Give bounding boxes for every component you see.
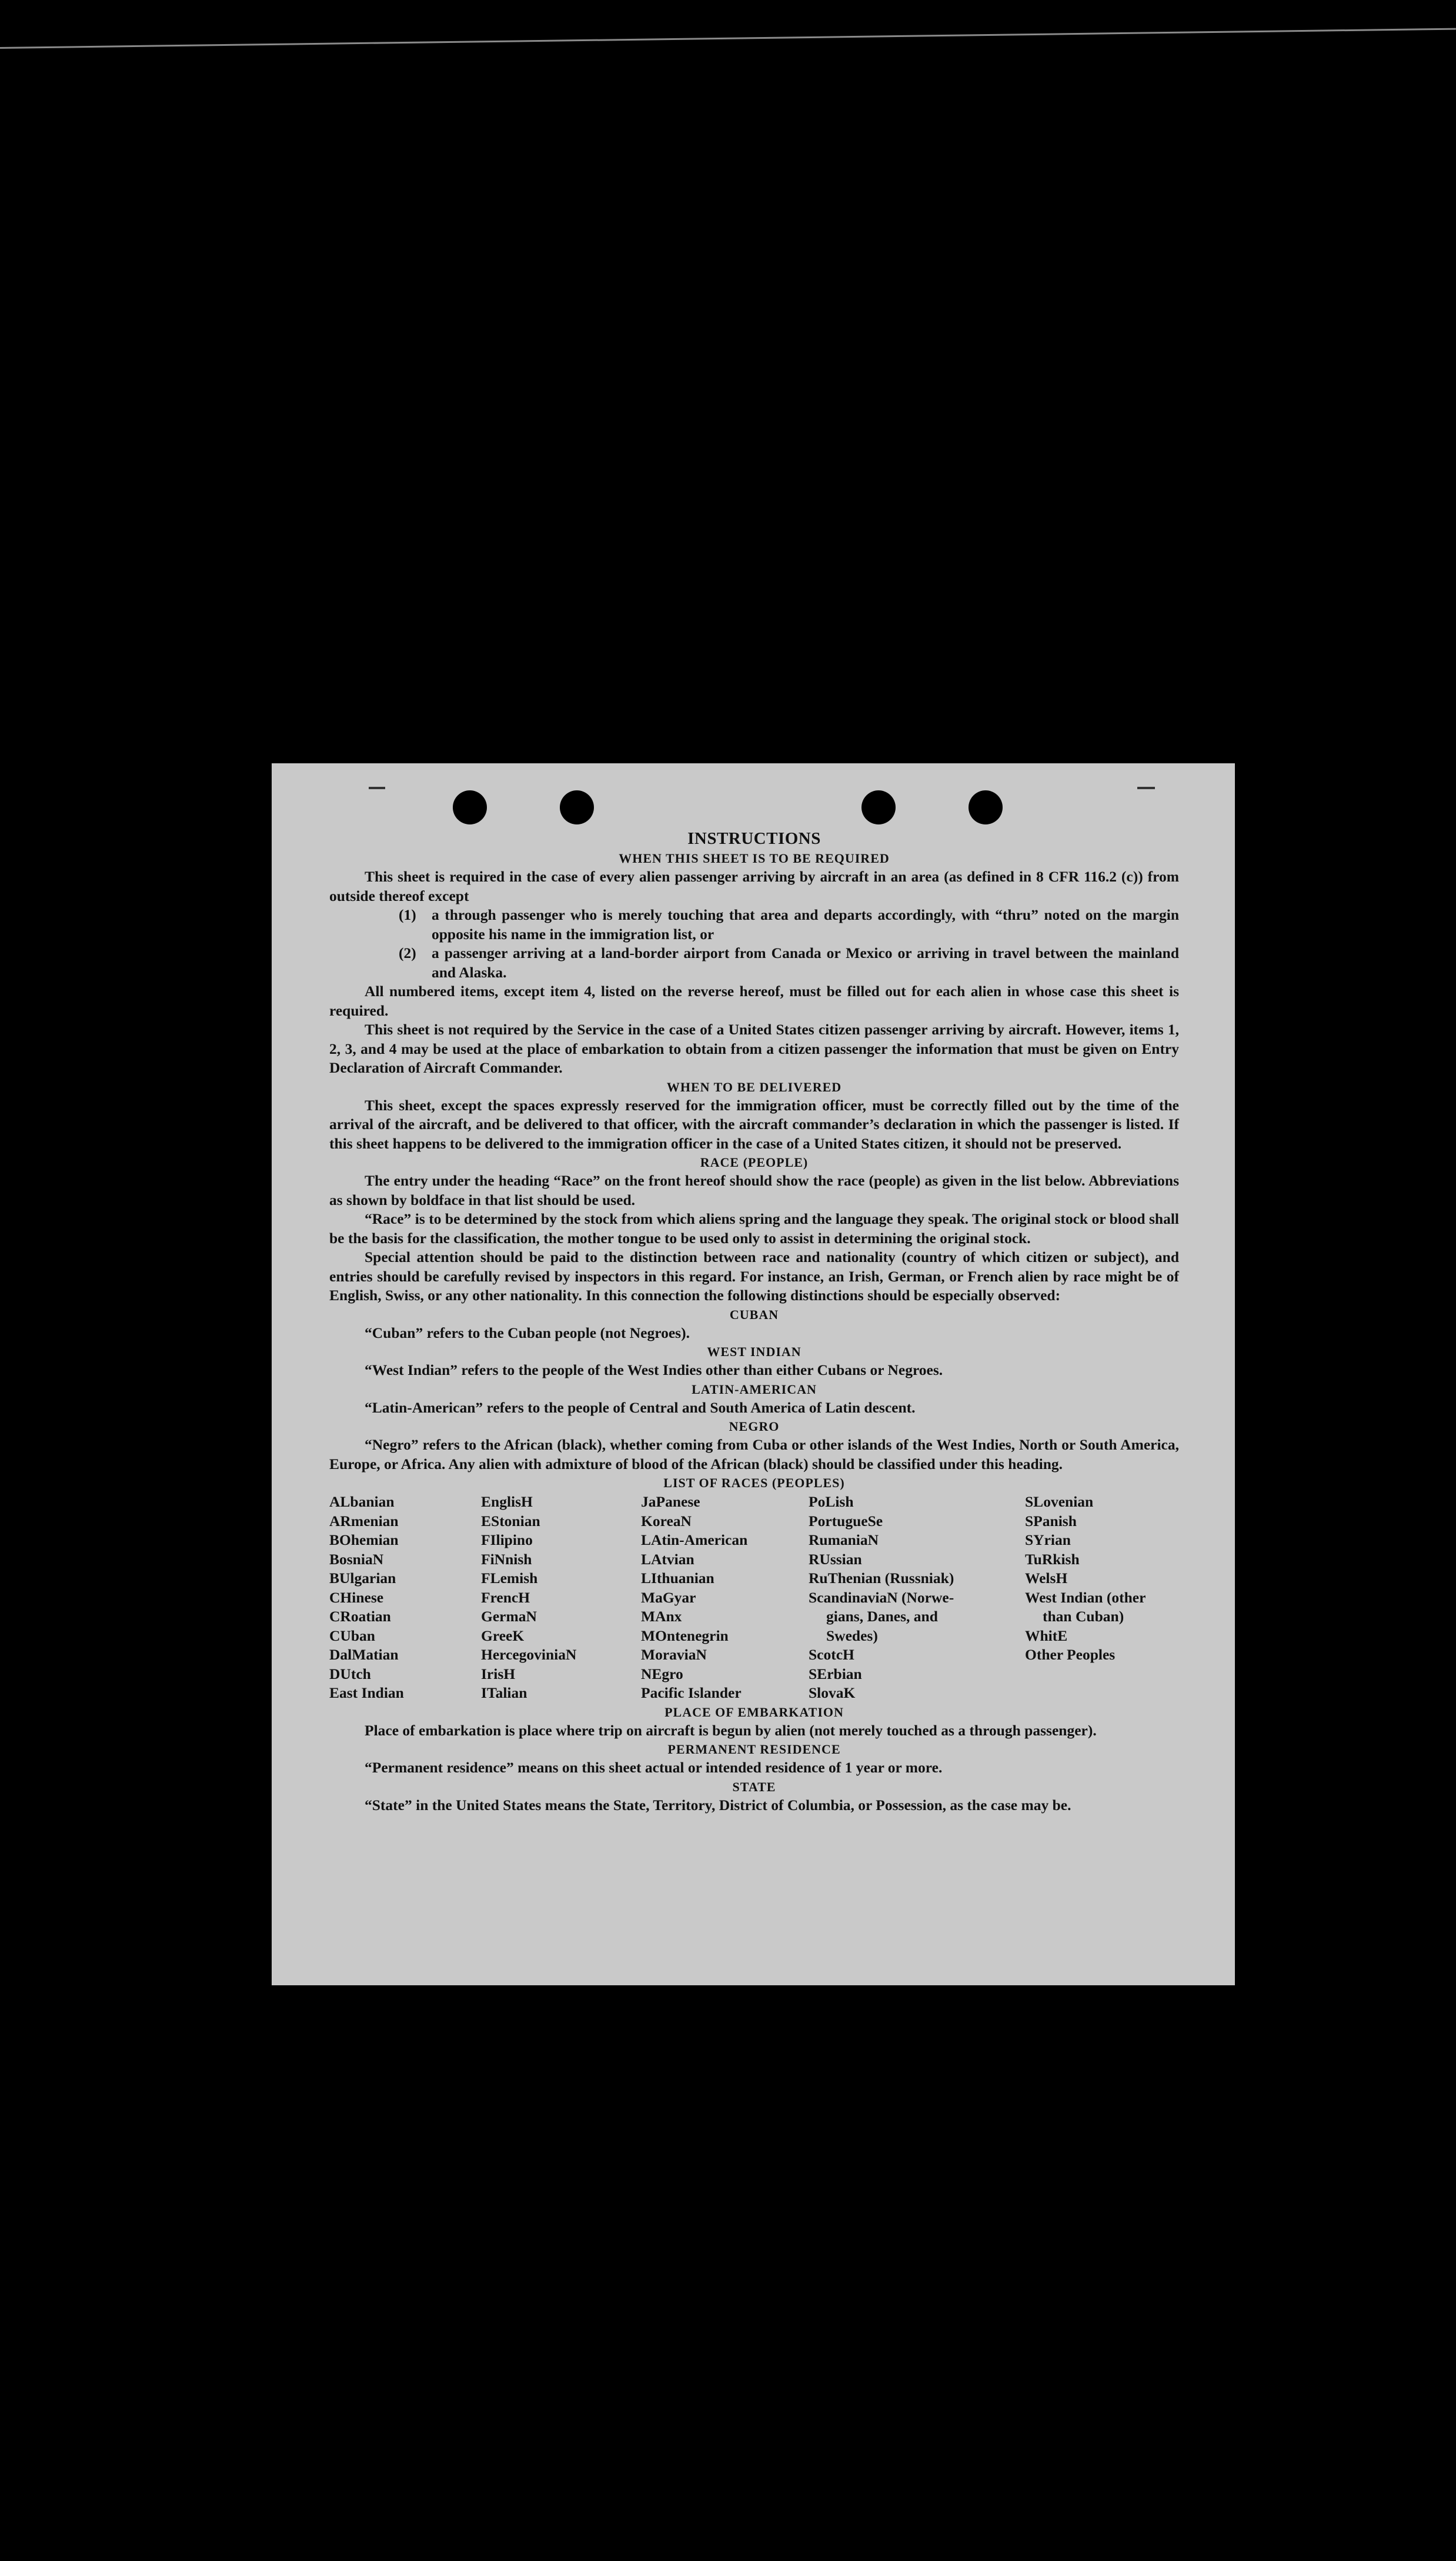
race-entry: TuRkish [1025, 1550, 1080, 1568]
race-entry: ARmenian [329, 1512, 399, 1530]
section-heading: WEST INDIAN [707, 1344, 802, 1359]
race-entry: FiNnish [481, 1550, 532, 1568]
race-entry: HercegoviniaN [481, 1646, 577, 1663]
race-entry: WelsH [1025, 1570, 1068, 1587]
race-entry: GreeK [481, 1627, 525, 1644]
paragraph: “State” in the United States means the State, Territory, District of Columbia, or Possession, as the case may be. [365, 1796, 1071, 1814]
punch-hole [453, 790, 487, 824]
race-entry: DUtch [329, 1665, 371, 1682]
race-entry: ITalian [481, 1684, 527, 1701]
section-heading: STATE [732, 1779, 776, 1794]
section-heading: WHEN THIS SHEET IS TO BE REQUIRED [619, 851, 890, 866]
race-entry-continued: gians, Danes, and [826, 1608, 938, 1625]
race-entry: RUssian [809, 1550, 862, 1568]
race-entry: PoLish [809, 1493, 854, 1510]
paragraph: Place of embarkation is place where trip on aircraft is begun by alien (not merely touched as a through passenger). [365, 1721, 1097, 1739]
race-entry: FIlipino [481, 1531, 533, 1548]
race-entry: MoraviaN [641, 1646, 707, 1663]
race-entry: SErbian [809, 1665, 862, 1682]
section-heading: PERMANENT RESIDENCE [667, 1742, 841, 1757]
paragraph: This sheet is required in the case of every alien passenger arriving by aircraft in an area (as defined in 8 CFR 116.2 (c)) from outside thereof except [329, 868, 1179, 904]
paragraph: “West Indian” refers to the people of the West Indies other than either Cubans or Negroes. [365, 1361, 943, 1378]
race-entry: GermaN [481, 1608, 537, 1625]
list-item: (2) a passenger arriving at a land-border airport from Canada or Mexico or arriving in travel between the mainland and Alaska. [399, 944, 1179, 981]
race-entry: JaPanese [641, 1493, 700, 1510]
race-entry: FrencH [481, 1588, 530, 1606]
paragraph: This sheet is not required by the Service in the case of a United States citizen passenger arriving by aircraft. However, items 1, 2, 3, and 4 may be used at the place of embarkation to obtain from a citizen passenger the information that must be given on Entry Declaration of Aircraft Commander. [329, 1021, 1179, 1076]
paragraph: The entry under the heading “Race” on the front hereof should show the race (people) as given in the list below. Abbreviations as shown by boldface in that list should be used. [329, 1172, 1179, 1208]
race-entry: ALbanian [329, 1493, 395, 1510]
race-entry: KoreaN [641, 1512, 692, 1530]
section-heading: PLACE OF EMBARKATION [664, 1704, 844, 1719]
race-entry: BosniaN [329, 1550, 384, 1568]
race-entry: WhitE [1025, 1627, 1068, 1644]
race-entry: RuThenian (Russniak) [809, 1570, 954, 1587]
race-entry: SYrian [1025, 1531, 1071, 1548]
race-list [329, 1492, 1179, 1703]
section-heading: NEGRO [729, 1419, 780, 1434]
race-column [641, 1492, 809, 1703]
section-heading: LIST OF RACES (PEOPLES) [663, 1475, 845, 1490]
punch-hole [861, 790, 896, 824]
instruction-sheet [272, 763, 1235, 1985]
race-entry: RumaniaN [809, 1531, 879, 1548]
paragraph: This sheet, except the spaces expressly reserved for the immigration officer, must be correctly filled out by the time of the arrival of the aircraft, and be delivered to that officer, with the aircraft commander’s declaration in which the passenger is listed. If this sheet happens to be delivered to the immigration officer in the case of a United States citizen, it should not be preserved. [329, 1096, 1179, 1152]
race-entry: MaGyar [641, 1588, 696, 1606]
section-heading: RACE (PEOPLE) [700, 1155, 809, 1170]
race-entry: EStonian [481, 1512, 540, 1530]
paragraph: Special attention should be paid to the distinction between race and nationality (country of which citizen or subject), and entries should be carefully revised by inspectors in this regard. For instance, an Irish, German, or French alien by race might be of English, Swiss, or any other nationality. In this connection the following distinctions should be especially observed: [329, 1248, 1179, 1304]
race-entry: CHinese [329, 1588, 384, 1606]
race-column [1025, 1492, 1179, 1703]
punch-hole [560, 790, 594, 824]
race-entry: LIthuanian [641, 1570, 714, 1587]
race-entry: BUlgarian [329, 1570, 396, 1587]
race-entry: MAnx [641, 1608, 682, 1625]
paragraph: “Race” is to be determined by the stock from which aliens spring and the language they speak. The original stock or blood shall be the basis for the classification, the mother tongue to be used only to assist in determining the original stock. [329, 1210, 1179, 1247]
race-entry: PortugueSe [809, 1512, 883, 1530]
paragraph: “Latin-American” refers to the people of Central and South America of Latin descent. [365, 1398, 916, 1416]
race-entry: DalMatian [329, 1646, 399, 1663]
race-entry: EnglisH [481, 1493, 533, 1510]
section-heading: WHEN TO BE DELIVERED [666, 1079, 842, 1094]
paragraph: “Negro” refers to the African (black), whether coming from Cuba or other islands of the West Indies, North or South America, Europe, or Africa. Any alien with admixture of blood of the African (black) should be classified under this heading. [329, 1436, 1179, 1473]
paragraph: All numbered items, except item 4, listed on the reverse hereof, must be filled out for each alien in whose case this sheet is required. [329, 983, 1179, 1019]
race-entry: Other Peoples [1025, 1646, 1116, 1663]
race-column [329, 1492, 481, 1703]
race-entry: FLemish [481, 1570, 538, 1587]
race-entry: SPanish [1025, 1512, 1077, 1530]
page-title: INSTRUCTIONS [687, 829, 821, 848]
race-entry: SlovaK [809, 1684, 856, 1701]
section-heading: CUBAN [729, 1307, 779, 1322]
smudge [369, 787, 385, 789]
race-entry-continued: than Cuban) [1043, 1608, 1124, 1625]
race-entry: MOntenegrin [641, 1627, 729, 1644]
race-entry-continued: Swedes) [826, 1627, 878, 1644]
race-entry: West Indian (other [1025, 1588, 1146, 1606]
race-entry: IrisH [481, 1665, 516, 1682]
section-heading: LATIN-AMERICAN [692, 1381, 817, 1397]
race-entry: NEgro [641, 1665, 683, 1682]
race-entry: CRoatian [329, 1608, 391, 1625]
race-entry: LAtin-American [641, 1531, 748, 1548]
race-entry: SLovenian [1025, 1493, 1094, 1510]
list-item: (1) a through passenger who is merely touching that area and departs accordingly, with “thru” noted on the margin opposite his name in the immigration list, or [399, 906, 1179, 943]
race-entry: CUban [329, 1627, 375, 1644]
race-entry: Pacific Islander [641, 1684, 742, 1701]
race-entry: BOhemian [329, 1531, 399, 1548]
race-entry: East Indian [329, 1684, 404, 1701]
scan-edge-line [0, 28, 1456, 49]
punch-hole [969, 790, 1003, 824]
race-entry: ScandinaviaN (Norwe- [809, 1588, 954, 1606]
race-entry: LAtvian [641, 1550, 694, 1568]
paragraph: “Permanent residence” means on this sheet actual or intended residence of 1 year or more. [365, 1759, 943, 1776]
race-entry: ScotcH [809, 1646, 854, 1663]
race-column [809, 1492, 1025, 1703]
race-column [481, 1492, 641, 1703]
paragraph: “Cuban” refers to the Cuban people (not Negroes). [365, 1324, 690, 1341]
smudge [1137, 787, 1155, 789]
